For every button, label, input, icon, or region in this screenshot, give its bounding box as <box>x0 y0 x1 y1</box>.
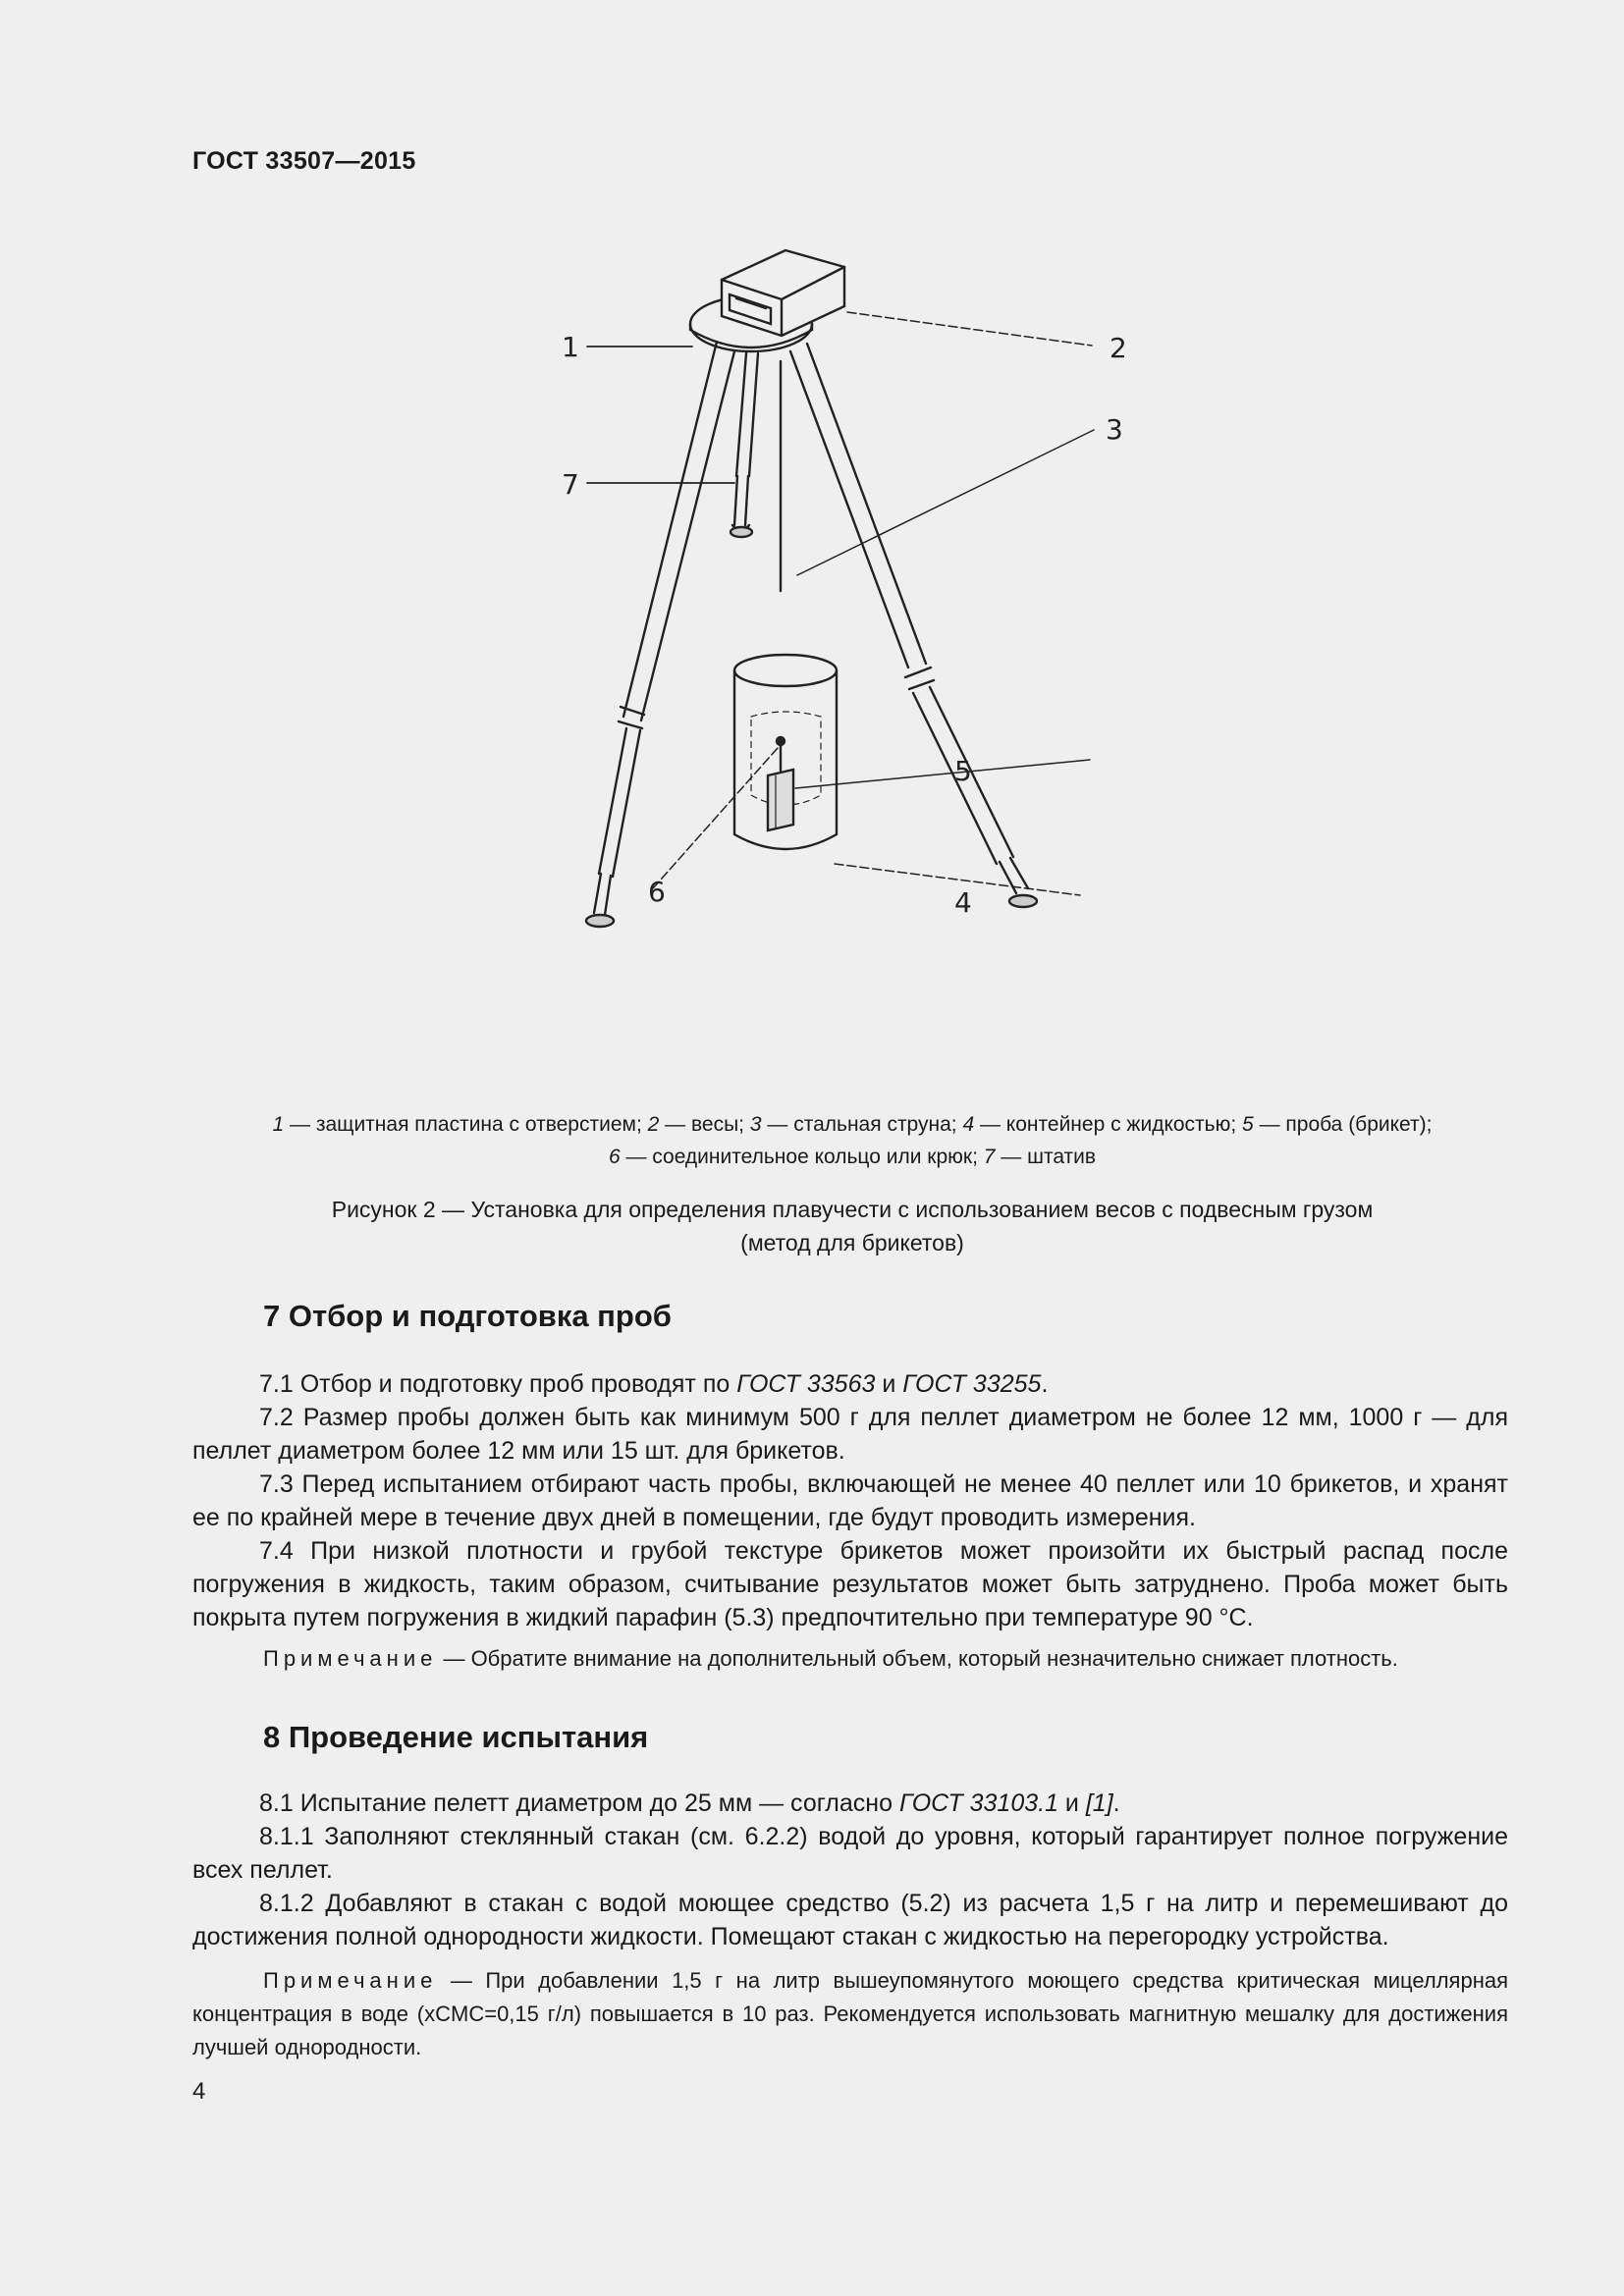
note-label: Примечание <box>263 1646 438 1671</box>
figure-caption <box>192 1193 1512 1259</box>
paragraph-8-1-1: 8.1.1 Заполняют стеклянный стакан (см. 6.2.2) водой до уровня, который гарантирует полное погружение всех пеллет. <box>192 1823 1508 1884</box>
callout-4: 4 <box>954 886 972 919</box>
standard-reference: ГОСТ 33255 <box>902 1370 1042 1398</box>
paragraph-8-1-2: 8.1.2 Добавляют в стакан с водой моющее средство (5.2) из расчета 1,5 г на литр и перемешивают до достижения полной однородности жидкости. Помещают стакан с жидкостью на перегородку устройства. <box>192 1890 1508 1950</box>
text: 8.1 Испытание пелетт диаметром до 25 мм — согласно <box>259 1789 899 1817</box>
paragraph-8-1 <box>192 1787 1508 1820</box>
legend-text: — защитная пластина с отверстием; <box>284 1113 648 1136</box>
legend-text: — проба (брикет); <box>1253 1113 1433 1136</box>
paragraph-7-3: 7.3 Перед испытанием отбирают часть пробы, включающей не менее 40 пеллет или 10 брикетов, и хранят ее по крайней мере в течение двух дней в помещении, где будут проводить измерения. <box>192 1470 1508 1531</box>
note-text: — Обратите внимание на дополнительный объем, который незначительно снижает плотность. <box>437 1646 1398 1671</box>
callout-7: 7 <box>562 468 579 501</box>
legend-text: — контейнер с жидкостью; <box>974 1113 1243 1136</box>
paragraph-7-1 <box>192 1367 1508 1401</box>
text: и <box>875 1370 903 1398</box>
text: . <box>1112 1789 1120 1817</box>
callout-1: 1 <box>562 331 579 363</box>
callout-2: 2 <box>1110 332 1127 364</box>
legend-text: — стальная струна; <box>761 1113 963 1136</box>
legend-line-2 <box>192 1141 1512 1173</box>
figure-legend <box>192 1108 1512 1173</box>
callout-5: 5 <box>954 755 972 787</box>
legend-num: 5 <box>1242 1113 1254 1136</box>
note-text: — При добавлении 1,5 г на литр вышеупомянутого моющего средства критическая мицеллярная концентрация в воде (xCMC=0,15 г/л) повышается в 10 раз. Рекомендуется использовать магнитную мешалку для достижения лучшей однородности. <box>192 1968 1508 2059</box>
legend-num: 1 <box>272 1113 285 1136</box>
legend-num: 4 <box>962 1113 975 1136</box>
section-8-body <box>192 1787 1508 1953</box>
section-7-body <box>192 1367 1508 1634</box>
standard-reference: ГОСТ 33563 <box>736 1370 876 1398</box>
section-7-note <box>192 1642 1508 1676</box>
page-number: 4 <box>192 2078 206 2105</box>
legend-num: 6 <box>608 1146 621 1168</box>
paragraph-7-4: 7.4 При низкой плотности и грубой текстуре брикетов может произойти их быстрый распад после погружения в жидкость, таким образом, считывание результатов может быть затруднено. Проба может быть покрыта путем погружения в жидкий парафин (5.3) предпочтительно при температуре 90 °C. <box>192 1537 1508 1631</box>
standard-reference: ГОСТ 33103.1 <box>898 1789 1058 1817</box>
section-8-note <box>192 1964 1508 2064</box>
note-label: Примечание <box>263 1968 438 1993</box>
legend-num: 7 <box>983 1146 996 1168</box>
section-8-title: 8 Проведение испытания <box>263 1720 649 1754</box>
legend-text: — весы; <box>659 1113 750 1136</box>
caption-line-1: Рисунок 2 — Установка для определения плавучести с использованием весов с подвесным грузом <box>331 1197 1374 1222</box>
legend-num: 3 <box>749 1113 762 1136</box>
text: 7.1 Отбор и подготовку проб проводят по <box>259 1370 737 1398</box>
text: и <box>1057 1789 1086 1817</box>
bibliography-reference: [1] <box>1085 1789 1113 1817</box>
caption-line-2: (метод для брикетов) <box>740 1230 964 1255</box>
paragraph-7-2: 7.2 Размер пробы должен быть как минимум 500 г для пеллет диаметром не более 12 мм, 1000 г — для пеллет диаметром более 12 мм или 15 шт. для брикетов. <box>192 1404 1508 1465</box>
text: . <box>1041 1370 1049 1398</box>
buoyancy-apparatus-figure <box>550 245 1139 1041</box>
legend-text: — соединительное кольцо или крюк; <box>620 1146 984 1168</box>
callout-3: 3 <box>1106 413 1123 446</box>
section-7-title: 7 Отбор и подготовка проб <box>263 1299 672 1333</box>
callout-6: 6 <box>648 876 666 908</box>
document-header: ГОСТ 33507—2015 <box>192 147 416 175</box>
legend-num: 2 <box>647 1113 660 1136</box>
legend-line-1 <box>192 1108 1512 1141</box>
legend-text: — штатив <box>995 1146 1097 1168</box>
